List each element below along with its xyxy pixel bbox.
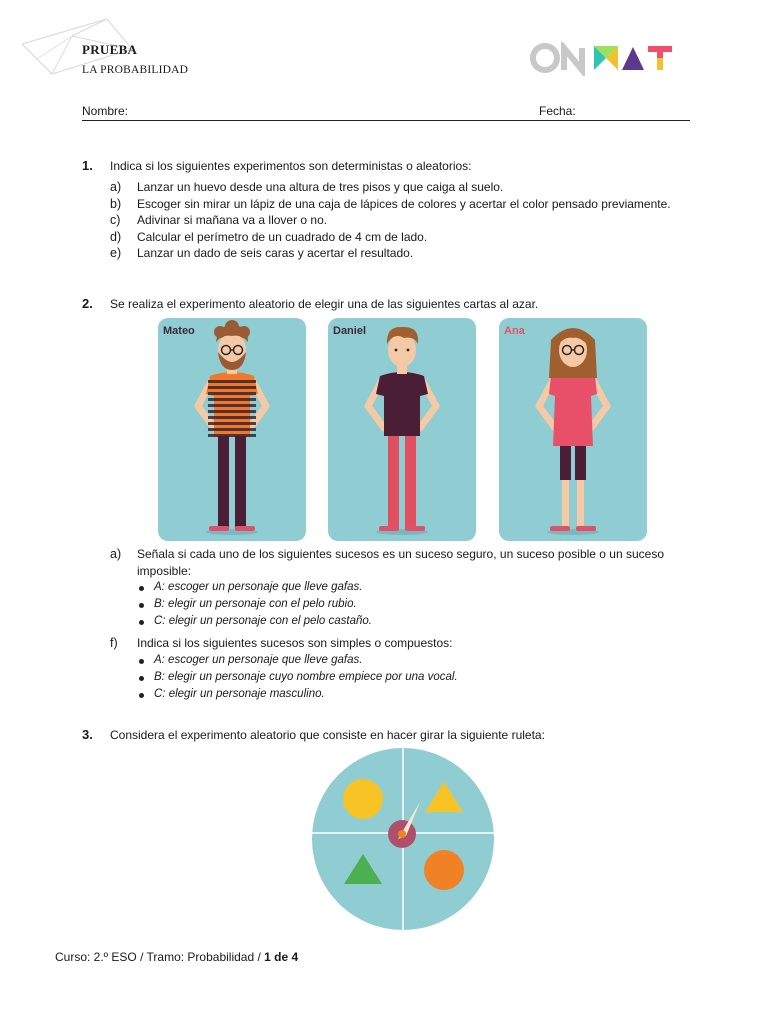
character-name: Mateo xyxy=(163,325,195,337)
list-item: f) Indica si los siguientes sucesos son simples o compuestos: xyxy=(110,636,453,650)
character-name: Daniel xyxy=(333,325,367,337)
character-card-mateo xyxy=(158,318,306,541)
name-label: Nombre: xyxy=(82,104,129,118)
footer-course: Curso: 2.º ESO / Tramo: Probabilidad / xyxy=(55,950,265,964)
character-figure-icon xyxy=(328,318,476,541)
list-item: b) Escoger sin mirar un lápiz de una caja de lápices de colores y acertar el color pensado previamente. xyxy=(110,196,671,211)
footer-page-number: 1 de 4 xyxy=(264,950,299,964)
character-card-daniel xyxy=(328,318,476,541)
bullet-item: B: elegir un personaje con el pelo rubio. xyxy=(138,596,698,613)
date-label: Fecha: xyxy=(539,104,576,118)
character-figure-icon xyxy=(158,318,306,541)
question-number: 3. xyxy=(82,727,93,742)
question-text: Considera el experimento aleatorio que consiste en hacer girar la siguiente ruleta: xyxy=(110,728,545,742)
list-item: d) Calcular el perímetro de un cuadrado de 4 cm de lado. xyxy=(110,229,428,244)
question-text: Indica si los siguientes experimentos son deterministas o aleatorios: xyxy=(110,159,472,173)
question-number: 2. xyxy=(82,296,93,311)
question-text: Se realiza el experimento aleatorio de elegir una de las siguientes cartas al azar. xyxy=(110,297,539,311)
spinner-center xyxy=(398,830,406,838)
orange-circle-sector xyxy=(424,850,464,890)
bullet-item: C: elegir un personaje con el pelo castaño. xyxy=(138,613,698,630)
question-2-subitems xyxy=(110,546,690,579)
character-name: Ana xyxy=(504,325,525,337)
page-title: PRUEBA xyxy=(82,42,138,57)
list-item: a) Señala si cada uno de los siguientes sucesos es un suceso seguro, un suceso posible o un suceso imposible: xyxy=(110,547,665,578)
list-item: a) Lanzar un huevo desde una altura de tres pisos y que caiga al suelo. xyxy=(110,180,504,194)
bullet-list-f xyxy=(138,652,698,703)
question-number: 1. xyxy=(82,158,93,173)
bullet-item: A: escoger un personaje que lleve gafas. xyxy=(138,652,698,669)
bullet-item: A: escoger un personaje que lleve gafas. xyxy=(138,579,698,596)
list-item: e) Lanzar un dado de seis caras y acertar el resultado. xyxy=(110,246,414,260)
character-figure-icon xyxy=(499,318,647,541)
question-2-subitems-f xyxy=(110,635,690,652)
question-1-items xyxy=(110,179,690,262)
character-card-ana xyxy=(499,318,647,541)
bullet-item: B: elegir un personaje cuyo nombre empiece por una vocal. xyxy=(138,669,698,686)
page-subtitle: LA PROBABILIDAD xyxy=(82,64,189,76)
onmat-logo-icon xyxy=(530,42,690,76)
bullet-list-a xyxy=(138,579,698,630)
name-date-line xyxy=(82,104,690,121)
list-item: c) Adivinar si mañana va a llover o no. xyxy=(110,213,328,227)
roulette-wheel xyxy=(310,746,496,932)
bullet-item: C: elegir un personaje masculino. xyxy=(138,686,698,703)
page-footer xyxy=(55,950,298,964)
yellow-circle-sector xyxy=(343,779,383,819)
